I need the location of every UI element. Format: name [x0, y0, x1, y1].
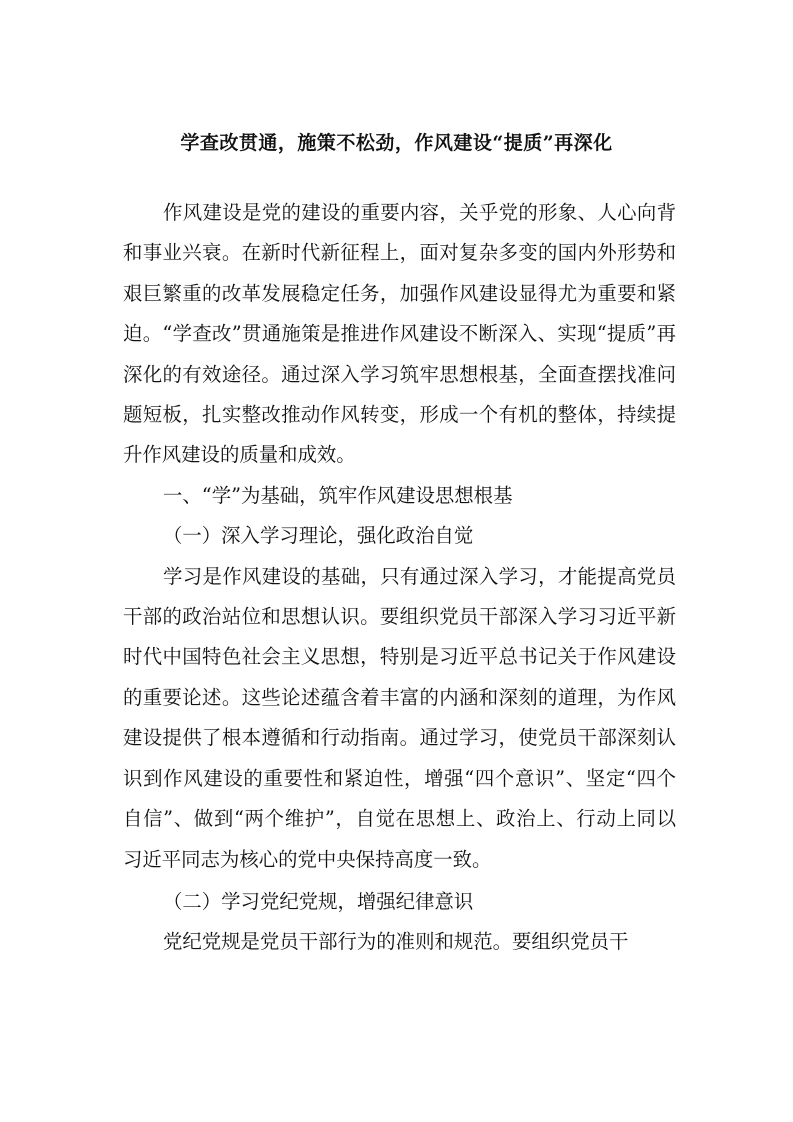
subsection-heading-1: （一）深入学习理论，强化政治自觉 [163, 524, 474, 548]
subsection-2-paragraph: 党纪党规是党员干部行为的准则和规范。要组织党员干 [163, 930, 629, 954]
subsection-heading-2: （二）学习党纪党规，增强纪律意识 [163, 889, 474, 913]
document-title: 学查改贯通，施策不松劲，作风建设“提质”再深化 [180, 132, 613, 154]
intro-paragraph: 作风建设是党的建设的重要内容，关乎党的形象、人心向背和事业兴衰。在新时代新征程上，面对复杂多变的国内外形势和艰巨繁重的改革发展稳定任务，加强作风建设显得尤为重要和紧迫。“学查改”贯通施策是推进作风建设不断深入、实现“提质”再深化的有效途径。通过深入学习筑牢思想根基，全面查摆找准问题短板，扎实整改推动作风转变，形成一个有机的整体，持续提升作风建设的质量和成效。 [123, 201, 676, 467]
document-body [123, 193, 676, 963]
subsection-1-paragraph: 学习是作风建设的基础，只有通过深入学习，才能提高党员干部的政治站位和思想认识。要组织党员干部深入学习习近平新时代中国特色社会主义思想，特别是习近平总书记关于作风建设的重要论述。这些论述蕴含着丰富的内涵和深刻的道理，为作风建设提供了根本遵循和行动指南。通过学习，使党员干部深刻认识到作风建设的重要性和紧迫性，增强“四个意识”、坚定“四个自信”、做到“两个维护”，自觉在思想上、政治上、行动上同以习近平同志为核心的党中央保持高度一致。 [123, 564, 676, 871]
section-heading-1: 一、“学”为基础，筑牢作风建设思想根基 [163, 483, 513, 507]
